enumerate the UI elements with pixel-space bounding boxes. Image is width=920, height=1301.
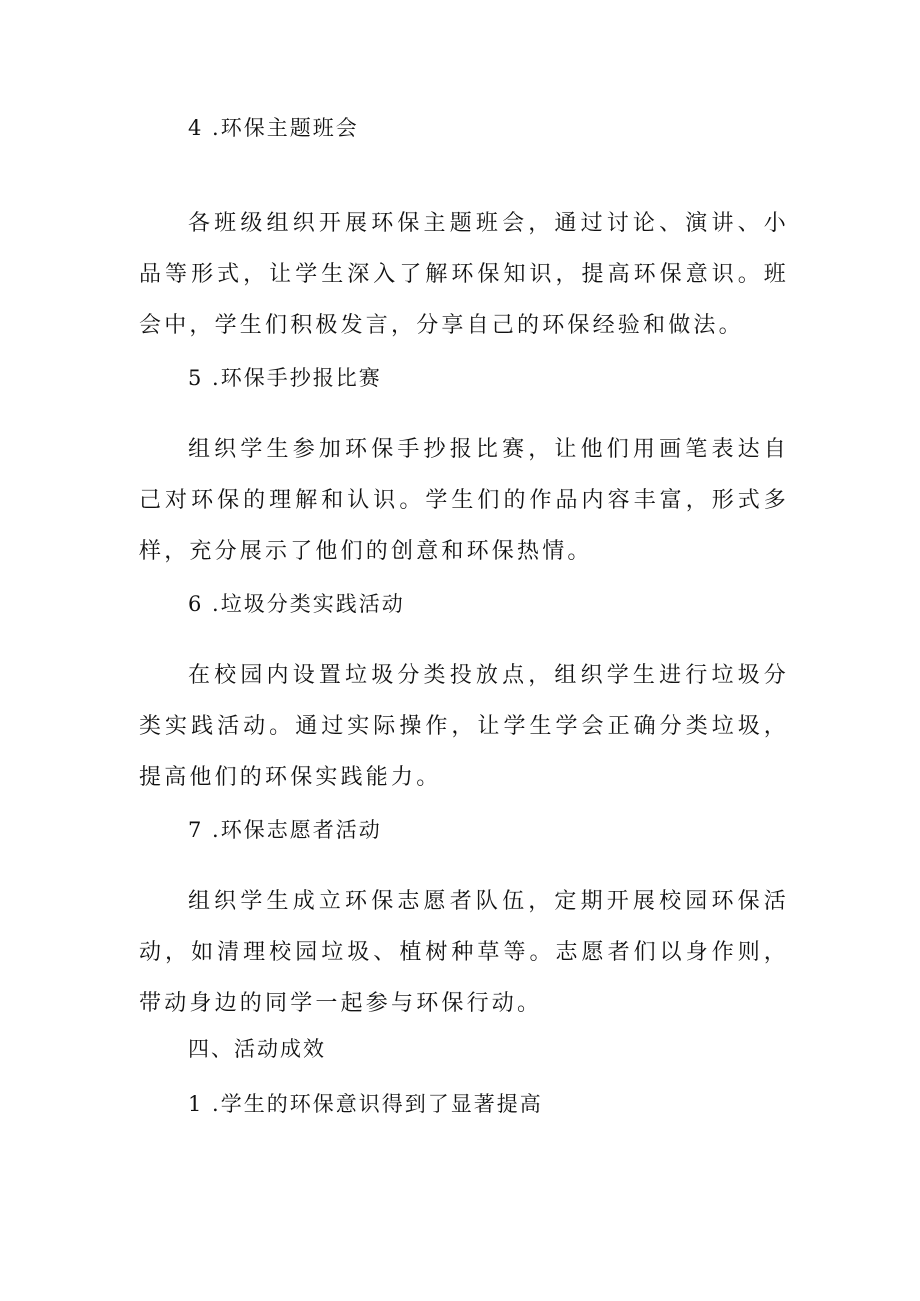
heading-class-meeting: 4 .环保主题班会 xyxy=(188,116,359,140)
heading-handwritten-newspaper: 5 .环保手抄报比赛 xyxy=(188,366,382,390)
heading-section-four: 四、活动成效 xyxy=(188,1037,326,1061)
heading-garbage-sorting: 6 .垃圾分类实践活动 xyxy=(188,592,405,616)
paragraph-garbage-sorting: 在校园内设置垃圾分类投放点，组织学生进行垃圾分类实践活动。通过实际操作，让学生学会正确分类垃圾，提高他们的环保实践能力。 xyxy=(139,663,789,790)
heading-volunteer: 7 .环保志愿者活动 xyxy=(188,818,382,842)
sub-heading-awareness: 1 .学生的环保意识得到了显著提高 xyxy=(188,1092,543,1116)
paragraph-handwritten-newspaper: 组织学生参加环保手抄报比赛，让他们用画笔表达自己对环保的理解和认识。学生们的作品内容丰富，形式多样，充分展示了他们的创意和环保热情。 xyxy=(139,437,789,564)
paragraph-volunteer: 组织学生成立环保志愿者队伍，定期开展校园环保活动，如清理校园垃圾、植树种草等。志愿者们以身作则，带动身边的同学一起参与环保行动。 xyxy=(139,889,789,1016)
paragraph-class-meeting: 各班级组织开展环保主题班会，通过讨论、演讲、小品等形式，让学生深入了解环保知识，提高环保意识。班会中，学生们积极发言，分享自己的环保经验和做法。 xyxy=(139,211,789,338)
